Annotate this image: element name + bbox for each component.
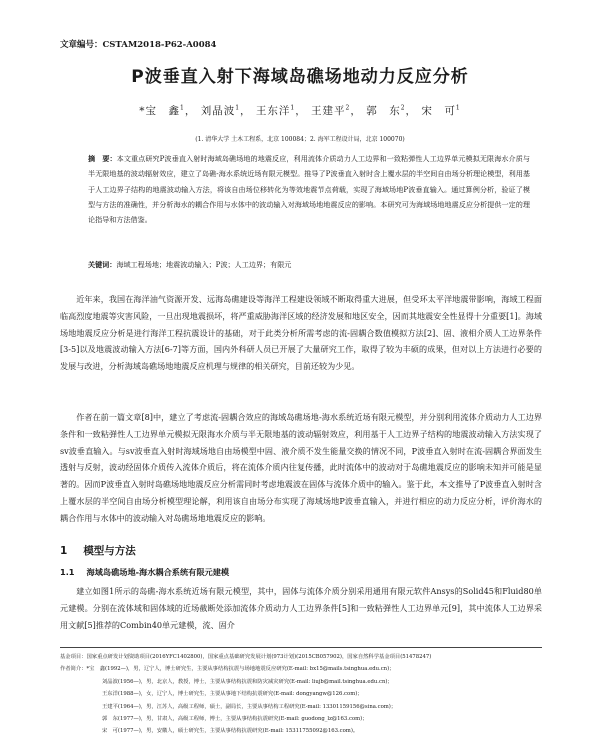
keywords — [88, 260, 530, 270]
section-number: 1 — [60, 545, 68, 557]
subsection-number: 1.1 — [60, 567, 75, 577]
footnote: 刘晶波(1956—)，男，北京人，教授，博士，主要从事结构抗震和防灾减灾研究(E-mail: liujb@mail.tsinghua.edu.cn)； — [102, 678, 393, 685]
section-title: 模型与方法 — [83, 545, 136, 557]
author: 刘晶波$^1$ — [200, 104, 241, 117]
method-paragraph: 建立如图1所示的岛礁-海水系统近场有限元模型，其中，固体与流体介质分别采用通用有限元软件Ansys的Solid45和Fluid80单元建模。分别在流体域和固体域的近场截断处添加流体介质动力人工边界条件[5]和一致粘弹性人工边界单元[9]，其中流体人工边界采用文献[5]推荐的Combin40单元建模，流、固介 — [60, 586, 542, 630]
article-number: 文章编号：CSTAM2018-P62-A0084 — [60, 40, 217, 50]
abstract-label: 摘 要： — [88, 154, 117, 163]
author: 郭 东$^2$ — [366, 104, 406, 117]
intro-paragraph: 近年来，我国在海洋油气资源开发、远海岛礁建设等海洋工程建设领域不断取得重大进展，但受环太平洋地震带影响，海域工程面临高烈度地震等灾害风险，一旦出现地震损坏，将严重威胁海洋区域的经济发展和地区安全，因而其地震安全性显得十分重要[1]。海域场地地震反应分析是进行海洋工程抗震设计的基础，对于此类分析所需考虑的流-固耦合数值模拟方法[2]、固、液相介质人工边界条件[3-5]以及地震波动输入方法[6-7]等方面，国内外科研人员已开展了大量研究工作，取得了较为丰硕的成果，但对以上方法进行必要的发展与改进，分析海域岛礁场地地震反应机理与规律的相关研究，目前还较为少见。 — [60, 294, 542, 372]
intro-paragraph: 作者在前一篇文章[8]中，建立了考虑流-固耦合效应的海域岛礁场地-海水系统近场有限元模型，并分别利用流体介质动力人工边界条件和一致粘弹性人工边界单元模拟无限海水介质与半无限地基的波动辐射效应，利用基于人工边界子结构的地震波动输入方法实现了sv波垂直输入。与sv波垂直入射时海域场地自由场模型中固、液介质不发生能量交换的情况不同，P波垂直入射时在流-固耦合界面发生透射与反射，波动经固体介质传入流体介质后，将在流体介质内往复传播，此时流体中的波动对于岛礁地震反应的影响未知并可能是显著的。因而P波垂直入射时岛礁场地地震反应分析需同时考虑地震波在固体与流体介质中的输入。鉴于此，本文推导了P波垂直入射时含上覆水层的半空间自由场分析模型理论解，利用该自由场分布实现了海域场地P波垂直输入，并进行相应的动力反应分析，评价海水的耦合作用与水体中的波动输入对岛礁场地地震反应的影响。 — [60, 412, 542, 523]
keywords-label: 关键词： — [88, 260, 117, 269]
author-list: *宝 鑫$^1$， 刘晶波$^1$， 王东洋$^1$， 王建平$^2$， 郭 东$^2$， 宋 可$^1$ — [139, 104, 461, 117]
abstract-text: 本文重点研究P波垂直入射时海域岛礁场地的地震反应，利用流体介质动力人工边界和一致粘弹性人工边界单元模拟无限海水介质与半无限地基的波动辐射效应，建立了岛礁-海水系统近场有限元模型。推导了P波垂直入射时含上覆水层的半空间自由场分析理论模型，利用基于人工边界子结构的地震波动输入方法，将该自由场位移转化为等效地震节点荷载，实现了海域场地P波垂直输入。通过算例分析，验证了模型与方法的准确性，并分析海水的耦合作用与水体中的波动输入对海域场地地震反应的影响。本研究可为海域场地地震反应分析提供一定的理论指导和方法借鉴。 — [88, 154, 530, 225]
section-heading — [60, 543, 152, 558]
footnote-divider — [60, 647, 542, 648]
author: *宝 鑫$^1$ — [139, 104, 185, 117]
subsection-title: 海域岛礁场地-海水耦合系统有限元建模 — [86, 567, 230, 577]
footnote: 王东洋(1988—)，女，辽宁人，博士研究生，主要从事地下结构抗震研究(E-mail: dongyangw@126.com)； — [102, 691, 363, 698]
subsection-heading — [60, 567, 241, 578]
footnote: 郭 东(1977—)，男，甘肃人，高级工程师，博士，主要从事结构抗震研究(E-mail: guodong_lz@163.com)； — [102, 716, 368, 723]
paper-title: P波垂直入射下海域岛礁场地动力反应分析 — [131, 67, 469, 87]
affiliations: (1. 清华大学 土木工程系，北京 100084；2. 海军工程设计局，北京 100070) — [195, 136, 405, 143]
footnote: 王建平(1964—)，男，江苏人，高级工程师，硕士，副局长，主要从事结构工程研究(E-mail: 13301159156@sina.com)； — [102, 703, 397, 710]
author: 宋 可$^1$ — [421, 104, 461, 117]
keywords-text: 海域工程场地；地震波动输入；P波；人工边界；有限元 — [116, 260, 292, 269]
author: 王东洋$^1$ — [255, 104, 296, 117]
footnote: 作者简介：*宝 鑫(1992—)，男，辽宁人，博士研究生，主要从事结构抗震与场地地震反应研究(E-mail: bx15@mails.tsinghua.edu.cn)； — [60, 666, 395, 673]
abstract — [88, 151, 530, 227]
footnote: 宋 可(1977—)，男，安徽人，硕士研究生，主要从事结构抗震研究(E-mail: 15311755092@163.com)。 — [102, 728, 359, 735]
author: 王建平$^2$ — [311, 104, 351, 117]
footnote: 基金项目：国家重点研发计划资助项目(2016YFC1402800)，国家重点基础研究发展计划(973计划)(2015CB057902)，国家自然科学基金项目(51478247) — [60, 654, 432, 660]
footnotes — [60, 651, 542, 738]
